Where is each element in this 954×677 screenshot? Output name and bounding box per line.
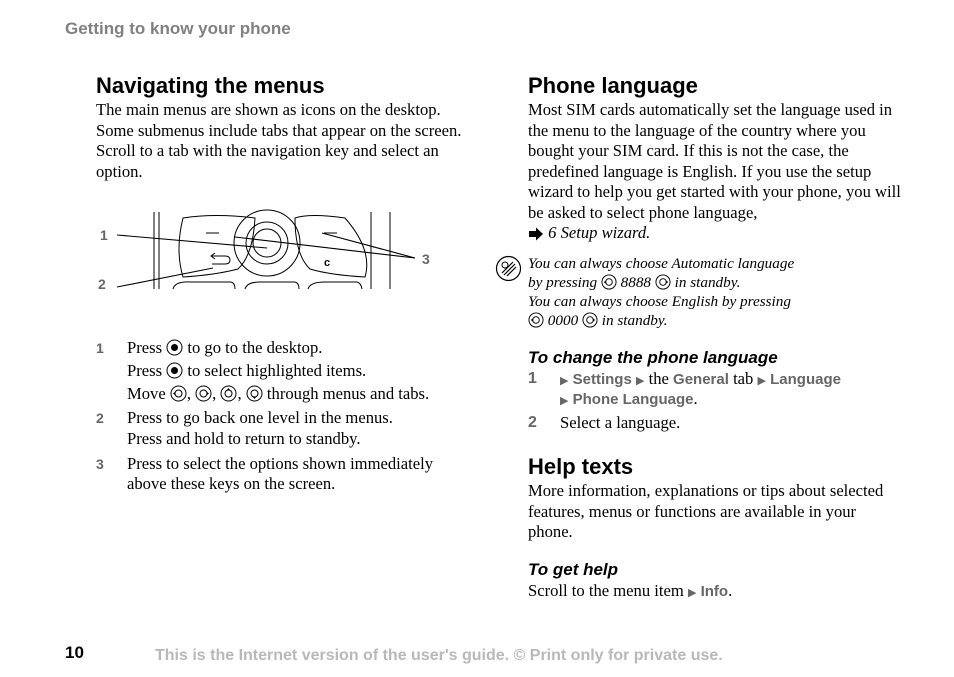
list-item-1-line-3: Move , , , through menus and tabs. bbox=[127, 384, 430, 403]
tip-line-1: You can always choose Automatic language bbox=[528, 255, 795, 272]
subheading-change-language: To change the phone language bbox=[528, 348, 778, 367]
tip-line-3: You can always choose English by pressing bbox=[528, 293, 791, 310]
navigating-body: The main menus are shown as icons on the desktop. Some submenus include tabs that appear on the screen. Scroll to a tab with the navigation key and select an option. bbox=[96, 100, 462, 181]
callout-3: 3 bbox=[422, 251, 430, 267]
list-item-3-line-1: Press to select the options shown immediately bbox=[127, 454, 434, 473]
menu-arrow-icon: ▶ bbox=[687, 587, 697, 599]
key-c-label: c bbox=[324, 257, 331, 269]
running-header: Getting to know your phone bbox=[65, 19, 291, 38]
nav-left-icon bbox=[528, 312, 544, 328]
list-num-1: 1 bbox=[96, 340, 104, 356]
phone-language-body: Most SIM cards automatically set the language used in the menu to the language of the country where you bought your SIM card. If this is not the case, the predefined language is English. If you use the setup wizard to help you get started with your phone, you will be asked to select phone language, 6 Setup wizard. bbox=[528, 100, 901, 242]
section-title-navigating: Navigating the menus bbox=[96, 73, 325, 98]
keypad-illustration bbox=[95, 205, 440, 295]
section-title-help-texts: Help texts bbox=[528, 454, 634, 479]
section-title-phone-language: Phone language bbox=[528, 73, 698, 98]
list-num-2: 2 bbox=[96, 410, 104, 426]
nav-up-icon bbox=[220, 385, 237, 402]
subheading-get-help: To get help bbox=[528, 560, 619, 579]
list-item-2-line-1: Press to go back one level in the menus. bbox=[127, 408, 393, 427]
page-number: 10 bbox=[65, 643, 84, 662]
menu-arrow-icon: ▶ bbox=[635, 375, 645, 387]
help-texts-body: More information, explanations or tips about selected features, menus or functions are available in your phone. bbox=[528, 481, 884, 541]
footer-notice: This is the Internet version of the user's guide. © Print only for private use. bbox=[155, 647, 723, 664]
step-1-line-2: ▶ Phone Language. bbox=[560, 389, 698, 408]
nav-down-icon bbox=[246, 385, 263, 402]
nav-left-icon bbox=[601, 274, 617, 290]
step-2-text: Select a language. bbox=[560, 413, 681, 432]
step-1-line-1: ▶ Settings ▶ the General tab ▶ Language bbox=[560, 369, 841, 388]
menu-arrow-icon: ▶ bbox=[560, 395, 569, 407]
menu-arrow-icon: ▶ bbox=[757, 375, 766, 387]
tip-line-4: 0000 in standby. bbox=[528, 311, 668, 331]
step-num-1: 1 bbox=[528, 370, 537, 387]
menu-arrow-icon: ▶ bbox=[560, 375, 569, 387]
nav-select-icon bbox=[166, 362, 183, 379]
step-num-2: 2 bbox=[528, 414, 537, 431]
callout-1: 1 bbox=[100, 227, 108, 243]
see-reference-arrow-icon bbox=[528, 227, 544, 241]
list-item-3-line-2: above these keys on the screen. bbox=[127, 474, 336, 493]
nav-right-icon bbox=[655, 274, 671, 290]
tip-line-2: by pressing 8888 in standby. bbox=[528, 274, 741, 291]
nav-select-icon bbox=[166, 339, 183, 356]
list-item-1-line-1: Press to go to the desktop. bbox=[127, 338, 323, 357]
nav-right-icon bbox=[195, 385, 212, 402]
nav-left-icon bbox=[170, 385, 187, 402]
nav-right-icon bbox=[582, 312, 598, 328]
list-item-2-line-2: Press and hold to return to standby. bbox=[127, 429, 361, 448]
tip-icon bbox=[495, 255, 522, 282]
get-help-text: Scroll to the menu item ▶ Info. bbox=[528, 581, 733, 600]
list-num-3: 3 bbox=[96, 456, 104, 472]
callout-2: 2 bbox=[98, 276, 106, 292]
list-item-1-line-2: Press to select highlighted items. bbox=[127, 361, 367, 380]
